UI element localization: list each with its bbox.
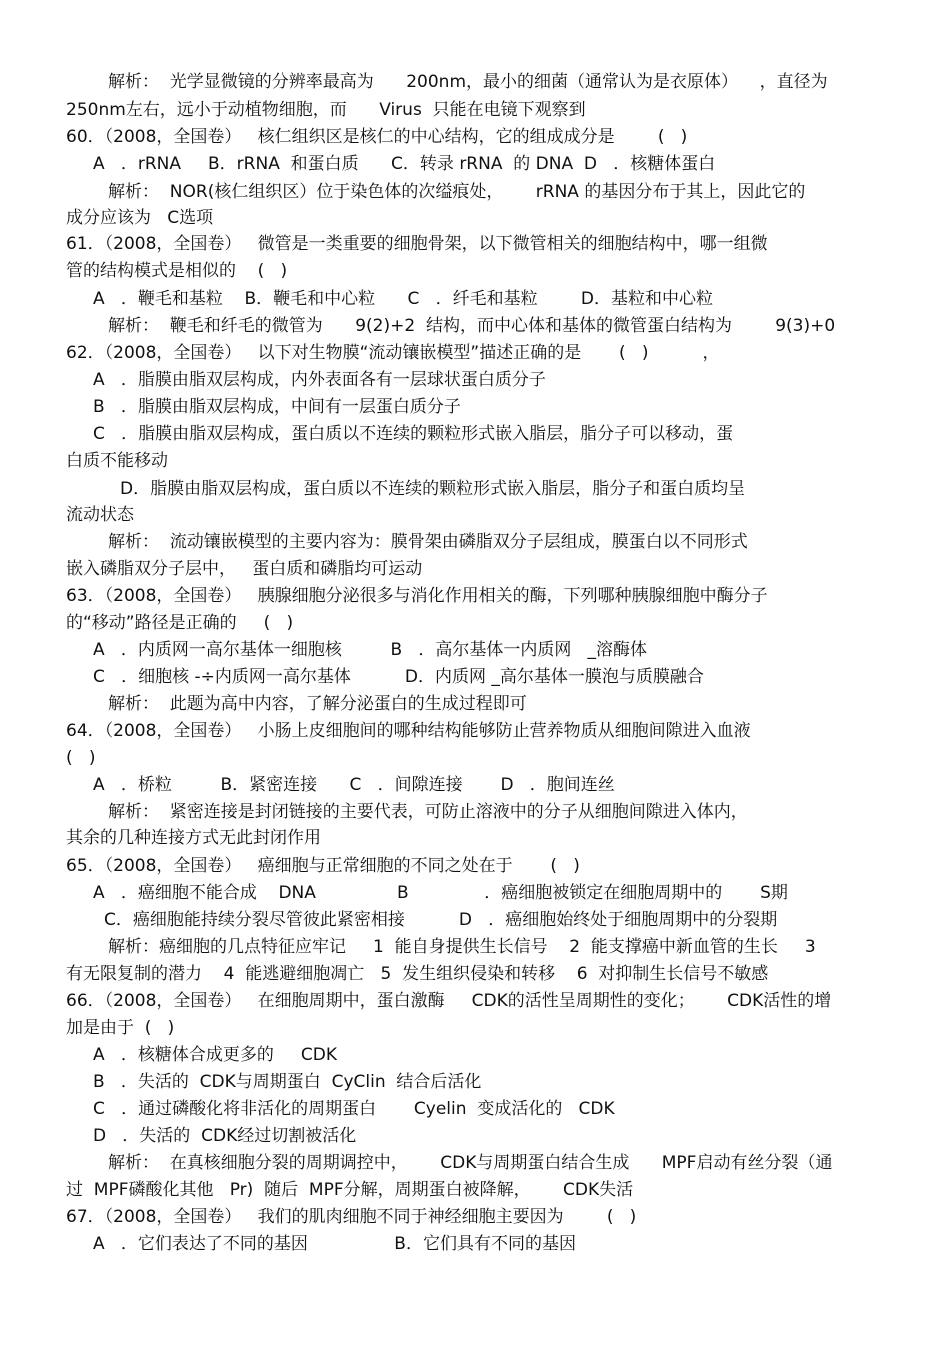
text-line: 60．（2008，全国卷） 核仁组织区是核仁的中心结构，它的组成成分是 ( ) (66, 127, 688, 147)
text-line: D．脂膜由脂双层构成，蛋白质以不连续的颗粒形式嵌入脂层，脂分子和蛋白质均呈 (120, 479, 746, 499)
text-line: 解析： 在真核细胞分裂的周期调控中， CDK与周期蛋白结合生成 MPF启动有丝分裂（通 (108, 1153, 833, 1173)
text-line: 成分应该为 C选项 (66, 208, 214, 228)
text-line: C ．脂膜由脂双层构成，蛋白质以不连续的颗粒形式嵌入脂层，脂分子可以移动，蛋 (93, 424, 734, 444)
text-line: 64．（2008，全国卷） 小肠上皮细胞间的哪种结构能够防止营养物质从细胞间隙进入血液 (66, 721, 751, 741)
text-line: 解析： 流动镶嵌模型的主要内容为：膜骨架由磷脂双分子层组成，膜蛋白以不同形式 (108, 532, 748, 552)
text-line: 解析： NOR(核仁组织区）位于染色体的次缢痕处， rRNA 的基因分布于其上，因此它的 (108, 182, 806, 202)
text-line: 加是由于 ( ) (66, 1018, 175, 1038)
text-line: 过 MPF磷酸化其他 Pr) 随后 MPF分解，周期蛋白被降解， CDK失活 (66, 1180, 634, 1200)
text-line: 66．（2008，全国卷） 在细胞周期中，蛋白激酶 CDK的活性呈周期性的变化； CDK活性的增 (66, 991, 832, 1011)
text-line: 管的结构模式是相似的 ( ) (66, 261, 288, 281)
text-line: 流动状态 (66, 505, 134, 525)
text-line: 解析： 光学显微镜的分辨率最高为 200nm，最小的细菌（通常认为是衣原体） ，直径为 (108, 72, 828, 92)
text-line: C．癌细胞能持续分裂尽管彼此紧密相接 D ．癌细胞始终处于细胞周期中的分裂期 (104, 910, 778, 930)
text-line: 67．（2008，全国卷） 我们的肌肉细胞不同于神经细胞主要因为 ( ) (66, 1207, 637, 1227)
text-line: D ．失活的 CDK经过切割被活化 (93, 1126, 357, 1146)
text-line: 63．（2008，全国卷） 胰腺细胞分泌很多与消化作用相关的酶，下列哪种胰腺细胞中酶分子 (66, 586, 768, 606)
text-line: 250nm左右，远小于动植物细胞，而 Virus 只能在电镜下观察到 (66, 100, 586, 120)
text-line: A ．脂膜由脂双层构成，内外表面各有一层球状蛋白质分子 (93, 370, 546, 390)
text-line: ( ) (66, 748, 96, 768)
text-line: A ．它们表达了不同的基因 B．它们具有不同的基因 (93, 1234, 576, 1254)
text-line: A ．鞭毛和基粒 B．鞭毛和中心粒 C ．纤毛和基粒 D．基粒和中心粒 (93, 289, 713, 309)
text-line: 解析：癌细胞的几点特征应牢记 1 能自身提供生长信号 2 能支撑癌中新血管的生长 3 (108, 937, 816, 957)
text-line: 解析： 鞭毛和纤毛的微管为 9(2)+2 结构，而中心体和基体的微管蛋白结构为 9(3)+0 (108, 316, 836, 336)
text-line: 61．（2008，全国卷） 微管是一类重要的细胞骨架，以下微管相关的细胞结构中，哪一组微 (66, 234, 768, 254)
text-line: 白质不能移动 (66, 451, 168, 471)
text-line: A ．核糖体合成更多的 CDK (93, 1045, 337, 1065)
text-line: 解析： 紧密连接是封闭链接的主要代表，可防止溶液中的分子从细胞间隙进入体内， (108, 802, 748, 822)
text-line: A ．内质网一高尔基体一细胞核 B ．高尔基体一内质网 _溶酶体 (93, 640, 648, 660)
text-line: A ．桥粒 B．紧密连接 C ．间隙连接 D ．胞间连丝 (93, 775, 615, 795)
text-line: A ．rRNA B．rRNA 和蛋白质 C．转录 rRNA 的 DNA D ．核糖体蛋白 (93, 154, 716, 174)
text-line: B ．失活的 CDK与周期蛋白 CyClin 结合后活化 (93, 1072, 482, 1092)
text-line: 嵌入磷脂双分子层中， 蛋白质和磷脂均可运动 (66, 559, 423, 579)
text-line: 62．（2008，全国卷） 以下对生物膜“流动镶嵌模型”描述正确的是 ( ) ， (66, 343, 720, 363)
text-line: 有无限复制的潜力 4 能逃避细胞凋亡 5 发生组织侵染和转移 6 对抑制生长信号不敏感 (66, 964, 769, 984)
text-line: 65．（2008，全国卷） 癌细胞与正常细胞的不同之处在于 ( ) (66, 856, 580, 876)
text-line: A ．癌细胞不能合成 DNA B ．癌细胞被锁定在细胞周期中的 S期 (93, 883, 788, 903)
text-line: C ．细胞核 -÷内质网一高尔基体 D．内质网 _高尔基体一膜泡与质膜融合 (93, 667, 704, 687)
text-line: 解析： 此题为高中内容，了解分泌蛋白的生成过程即可 (108, 694, 527, 714)
text-line: C ．通过磷酸化将非活化的周期蛋白 Cyelin 变成活化的 CDK (93, 1099, 615, 1119)
text-line: 的“移动”路径是正确的 ( ) (66, 613, 294, 633)
text-line: 其余的几种连接方式无此封闭作用 (66, 828, 321, 848)
text-line: B ．脂膜由脂双层构成，中间有一层蛋白质分子 (93, 397, 461, 417)
